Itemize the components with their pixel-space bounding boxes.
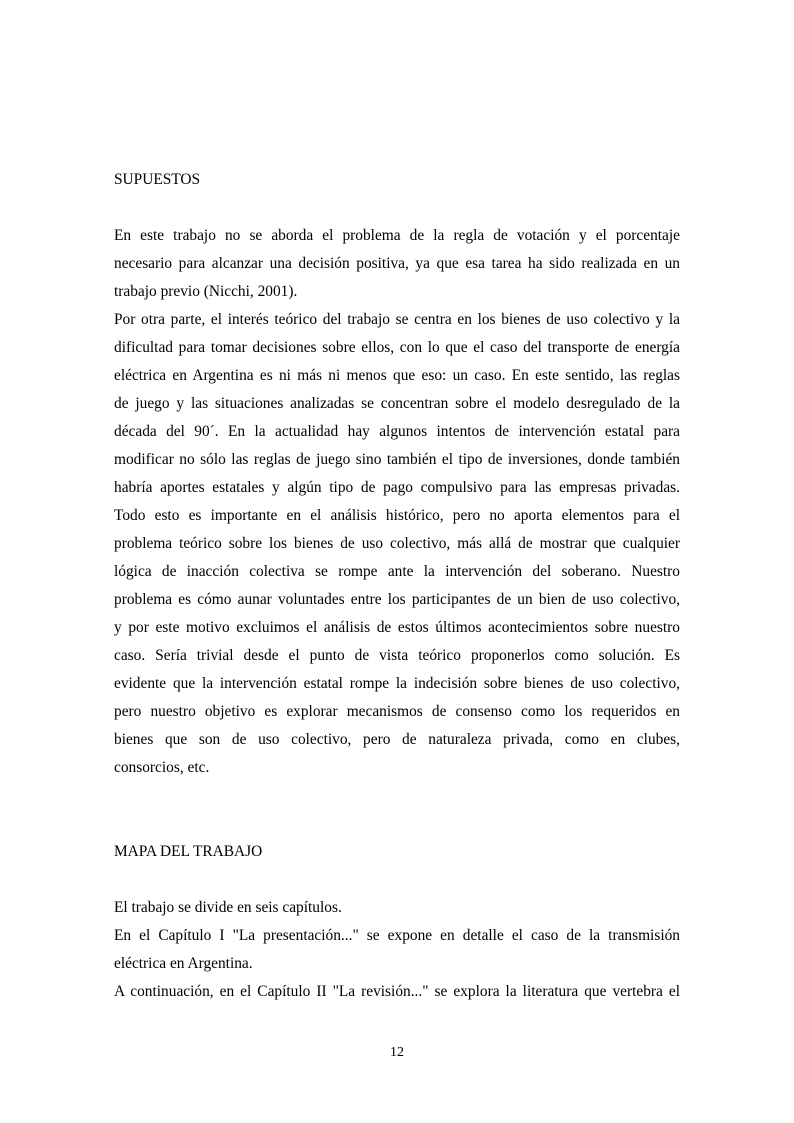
paragraph-5 — [114, 978, 680, 1006]
text-line: problema teórico sobre los bienes de uso colectivo, más allá de mostrar que cualquier — [114, 535, 680, 552]
text-line: década del 90´. En la actualidad hay algunos intentos de intervención estatal para — [114, 423, 680, 440]
text-line: consorcios, etc. — [114, 759, 210, 776]
text-line: evidente que la intervención estatal rompe la indecisión sobre bienes de uso colectivo, — [114, 675, 680, 692]
section-heading-mapa-del-trabajo: MAPA DEL TRABAJO — [114, 843, 263, 860]
text-line: eléctrica en Argentina. — [114, 955, 253, 972]
paragraph-4 — [114, 922, 680, 978]
text-line: En este trabajo no se aborda el problema de la regla de votación y el porcentaje — [114, 227, 680, 244]
spacer — [114, 866, 680, 894]
text-line: A continuación, en el Capítulo II "La revisión..." se explora la literatura que vertebra el — [114, 983, 680, 1000]
spacer — [114, 782, 680, 838]
text-line: trabajo previo (Nicchi, 2001). — [114, 283, 298, 300]
text-line: necesario para alcanzar una decisión positiva, ya que esa tarea ha sido realizada en un — [114, 255, 680, 272]
paragraph-1 — [114, 222, 680, 306]
text-line: modificar no sólo las reglas de juego sino también el tipo de inversiones, donde también — [114, 451, 680, 468]
section-heading-supuestos: SUPUESTOS — [114, 171, 201, 188]
text-line: lógica de inacción colectiva se rompe ante la intervención del soberano. Nuestro — [114, 563, 680, 580]
text-line: Por otra parte, el interés teórico del trabajo se centra en los bienes de uso colectivo y la — [114, 311, 680, 328]
text-line: eléctrica en Argentina es ni más ni menos que eso: un caso. En este sentido, las reglas — [114, 367, 680, 384]
page-number: 12 — [390, 1045, 404, 1060]
text-line: caso. Sería trivial desde el punto de vista teórico proponerlos como solución. Es — [114, 647, 680, 664]
text-line: dificultad para tomar decisiones sobre ellos, con lo que el caso del transporte de energía — [114, 339, 680, 356]
text-line: problema es cómo aunar voluntades entre los participantes de un bien de uso colectivo, — [114, 591, 680, 608]
text-line: habría aportes estatales y algún tipo de pago compulsivo para las empresas privadas. — [114, 479, 680, 496]
text-line: En el Capítulo I "La presentación..." se expone en detalle el caso de la transmisión — [114, 927, 680, 944]
text-line: bienes que son de uso colectivo, pero de naturaleza privada, como en clubes, — [114, 731, 680, 748]
text-line: y por este motivo excluimos el análisis de estos últimos acontecimientos sobre nuestro — [114, 619, 680, 636]
text-line: Todo esto es importante en el análisis histórico, pero no aporta elementos para el — [114, 507, 680, 524]
text-line: pero nuestro objetivo es explorar mecanismos de consenso como los requeridos en — [114, 703, 680, 720]
text-line: de juego y las situaciones analizadas se concentran sobre el modelo desregulado de la — [114, 395, 680, 412]
paragraph-2 — [114, 306, 680, 782]
paragraph-3 — [114, 894, 680, 922]
document-page — [114, 166, 680, 1006]
spacer — [114, 194, 680, 222]
text-line: El trabajo se divide en seis capítulos. — [114, 899, 342, 916]
